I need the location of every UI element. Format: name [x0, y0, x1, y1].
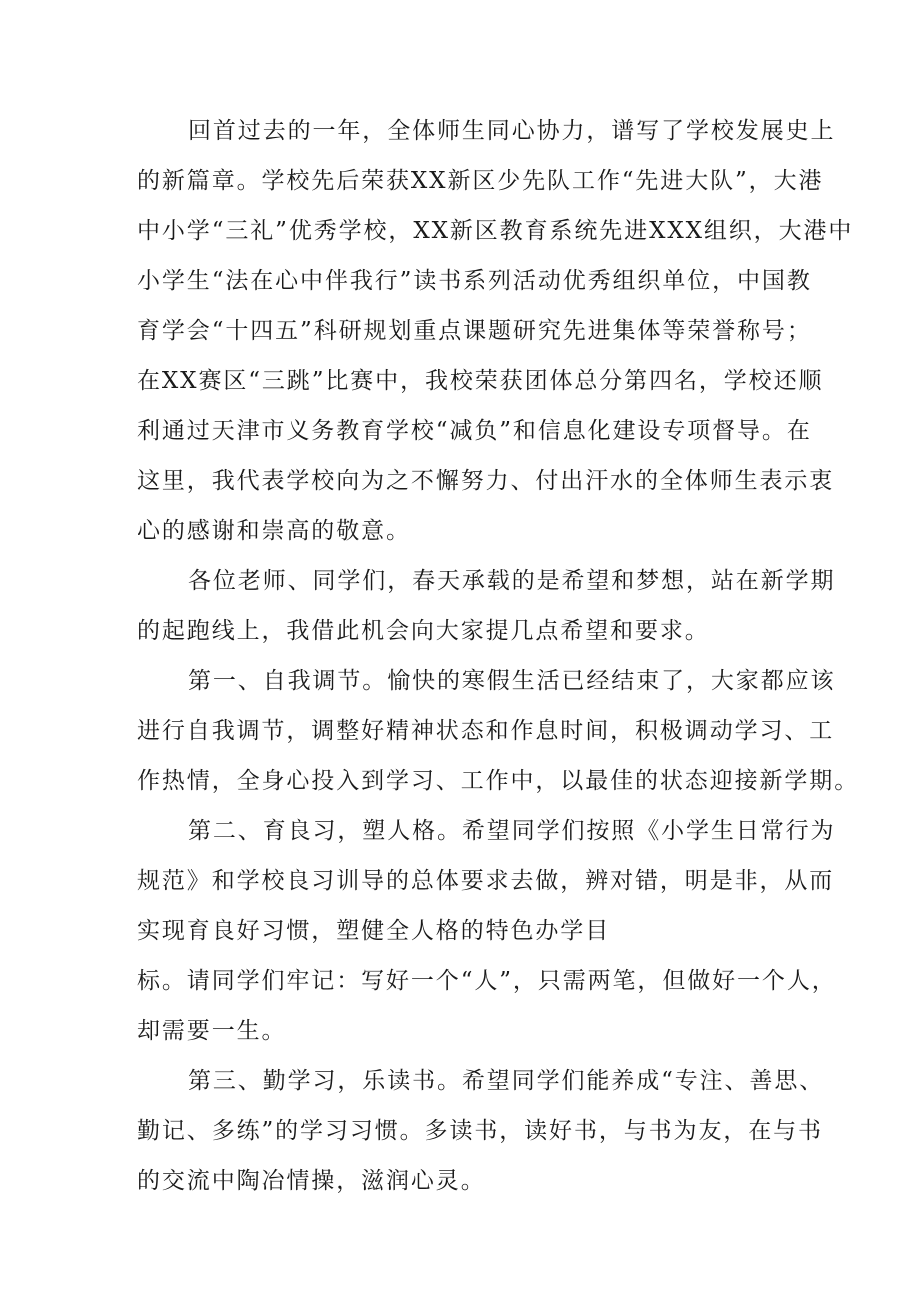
text-line: 的新篇章。学校先后荣获XX新区少先队工作“先进大队”，大港 [137, 168, 824, 194]
text-line: 中小学“三礼”优秀学校，XX新区教育系统先进XXX组织，大港中 [137, 218, 854, 244]
text-line: 标。请同学们牢记：写好一个“人”，只需两笔，但做好一个人， [137, 968, 837, 994]
text-line: 小学生“法在心中伴我行”读书系列活动优秀组织单位，中国教 [137, 268, 812, 294]
text-line: 作热情，全身心投入到学习、工作中，以最佳的状态迎接新学期。 [137, 768, 860, 794]
text-line: 回首过去的一年，全体师生同心协力，谱写了学校发展史上 [188, 118, 836, 144]
text-line: 第三、勤学习，乐读书。希望同学们能养成“专注、善思、 [188, 1068, 825, 1094]
text-line: 利通过天津市义务教育学校“减负”和信息化建设专项督导。在 [137, 418, 812, 444]
text-line: 的起跑线上，我借此机会向大家提几点希望和要求。 [137, 618, 710, 644]
text-line: 育学会“十四五”科研规划重点课题研究先进集体等荣誉称号； [137, 318, 812, 344]
text-line: 第一、自我调节。愉快的寒假生活已经结束了，大家都应该 [188, 668, 836, 694]
text-line: 这里，我代表学校向为之不懈努力、付出汗水的全体师生表示衷 [137, 468, 835, 494]
text-line: 各位老师、同学们，春天承载的是希望和梦想，站在新学期 [188, 568, 836, 594]
text-line: 规范》和学校良习训导的总体要求去做，辨对错，明是非，从而 [137, 868, 835, 894]
text-line: 的交流中陶冶情操，滋润心灵。 [137, 1168, 486, 1194]
text-line: 实现育良好习惯，塑健全人格的特色办学目 [137, 918, 611, 944]
text-line: 却需要一生。 [137, 1018, 287, 1044]
text-line: 进行自我调节，调整好精神状态和作息时间，积极调动学习、工 [137, 718, 835, 744]
text-line: 心的感谢和崇高的敬意。 [137, 518, 411, 544]
text-line: 在XX赛区“三跳”比赛中，我校荣获团体总分第四名，学校还顺 [137, 368, 824, 394]
text-line: 第二、育良习，塑人格。希望同学们按照《小学生日常行为 [188, 818, 836, 844]
text-line: 勤记、多练”的学习习惯。多读书，读好书，与书为友，在与书 [137, 1118, 823, 1144]
